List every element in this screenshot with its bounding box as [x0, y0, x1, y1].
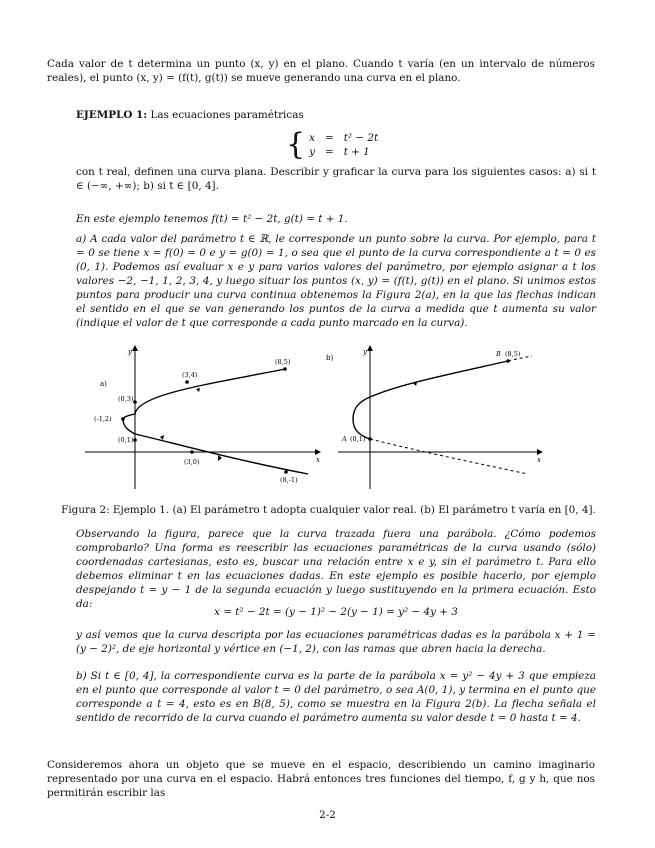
- panel-b-point-a: [368, 437, 372, 441]
- system-row1-rhs: t² − 2t: [343, 132, 379, 144]
- closing-paragraph: Consideremos ahora un objeto que se mueve en el espacio, describiendo un camino imaginario representado por una curva en el espacio. Habrá entonces tres funciones del tiempo, f, g y h, que nos permitirán escribir las: [47, 759, 595, 799]
- derived-equation: x = t² − 2t = (y − 1)² − 2(y − 1) = y² − 4y + 3: [214, 606, 458, 618]
- panel-a-point-label: (8,-1): [280, 476, 298, 484]
- panel-a-point: [284, 470, 288, 474]
- panel-b-label: b): [326, 354, 334, 362]
- observation-paragraph: Observando la figura, parece que la curva trazada fuera una parábola. ¿Cómo podemos comprobarlo? Una forma es reescribir las ecuaciones paramétricas de la curva usando (sólo) coordenadas cartesianas, esto es, buscar una relación entre x e y, sin el parámetro t. Para ello debemos eliminar t en las ecuaciones dadas. En este ejemplo es posible hacerlo, por ejemplo despejando t = y − 1 de la segunda ecuación y luego sustituyendo en la primera ecuación. Esto da:: [76, 528, 596, 610]
- system-row2-eq: =: [324, 146, 334, 158]
- figure-panel-a: [85, 348, 320, 489]
- figure-caption: Figura 2: Ejemplo 1. (a) El parámetro t adopta cualquier valor real. (b) El parámetro t varía en [0, 4].: [61, 504, 596, 516]
- panel-a-curve: [123, 369, 308, 474]
- panel-b-point-a-label: A: [342, 435, 347, 443]
- intro-paragraph: Cada valor de t determina un punto (x, y) en el plano. Cuando t varía (en un intervalo de números reales), el punto (x, y) = (f(t), g(t)) se mueve generando una curva en el plano.: [47, 58, 595, 84]
- panel-a-point: [283, 367, 287, 371]
- panel-a-point: [190, 450, 194, 454]
- panel-a-point: [121, 417, 125, 421]
- figure-2: [80, 344, 560, 494]
- page-number: 2-2: [319, 809, 336, 821]
- brace-glyph: {: [286, 127, 306, 162]
- panel-a-point-label: (0,1): [118, 436, 134, 444]
- system-row1-lhs: x: [309, 132, 315, 144]
- panel-b-point-a-coords: (0,1): [350, 435, 366, 443]
- panel-b-point-b-coords: (8,5): [505, 350, 521, 358]
- functions-line: En este ejemplo tenemos f(t) = t² − 2t, g(t) = t + 1.: [76, 213, 348, 225]
- panel-b-curve: [353, 361, 508, 439]
- panel-a-point-label: (0,3): [118, 395, 134, 403]
- part-b-paragraph: b) Si t ∈ [0, 4], la correspondiente curva es la parte de la parábola x = y² − 4y + 3 que empieza en el punto que corresponde al valor t = 0 del parámetro, o sea A(0, 1), y termina en el punto que corresponde a t = 4, esto es en B(8, 5), como se muestra en la Figura 2(b). La flecha señala el sentido de recorrido de la curva cuando el parámetro aumenta su valor desde t = 0 hasta t = 4.: [76, 670, 596, 724]
- figure-panel-b: [326, 348, 541, 489]
- system-row2-lhs: y: [309, 146, 315, 158]
- example-heading-text: Las ecuaciones paramétricas: [150, 109, 304, 121]
- panel-a-point-label: (3,4): [182, 371, 198, 379]
- panel-a-point-label: (-1,2): [94, 415, 112, 423]
- parametric-system: [286, 127, 404, 162]
- panel-a-y-label: y: [128, 348, 132, 356]
- panel-a-arrow-lower: [218, 455, 222, 461]
- panel-a-point: [133, 438, 137, 442]
- example-heading: [76, 108, 596, 122]
- panel-a-point-label: (8,5): [275, 358, 291, 366]
- conclusion-paragraph: y así vemos que la curva descripta por las ecuaciones paramétricas dadas es la parábola x + 1 = (y − 2)², de eje horizontal y vértice en (−1, 2), con las ramas que abren hacia la derecha.: [76, 629, 596, 655]
- panel-b-x-label: x: [537, 456, 541, 464]
- panel-b-point-b: [506, 359, 510, 363]
- system-row2-rhs: t + 1: [343, 146, 370, 158]
- panel-a-x-label: x: [316, 456, 320, 464]
- example-heading-label: EJEMPLO 1:: [76, 109, 148, 121]
- panel-b-point-b-label: B: [496, 350, 501, 358]
- panel-a-point-label: (3,0): [184, 458, 200, 466]
- panel-a-arrow-upper: [196, 388, 200, 392]
- panel-b-y-label: y: [363, 348, 367, 356]
- panel-a-point: [133, 400, 137, 404]
- panel-a-arrow-middle: [160, 435, 164, 440]
- panel-a-label: a): [100, 380, 107, 388]
- panel-a-point: [185, 380, 189, 384]
- system-row1-eq: =: [324, 132, 334, 144]
- panel-b-curve-extension: [370, 439, 528, 474]
- part-a-paragraph: a) A cada valor del parámetro t ∈ ℝ, le corresponde un punto sobre la curva. Por ejemplo, para t = 0 se tiene x = f(0) = 0 e y = g(0) = 1, o sea que el punto de la curva correspondiente a t = 0 es (0, 1). Podemos así evaluar x e y para varios valores del parámetro, por ejemplo asignar a t los valores −2, −1, 1, 2, 3, 4, y luego situar los puntos (x, y) = (f(t), g(t)) en el plano. Si unimos estos puntos para producir una curva continua obtenemos la Figura 2(a), en la que las flechas indican el sentido en el que se van generando los puntos de la curva a medida que t aumenta su valor (indique el valor de t que corresponde a cada punto marcado en la curva).: [76, 233, 596, 329]
- example-statement: con t real, definen una curva plana. Describir y graficar la curva para los siguientes casos: a) si t ∈ (−∞, +∞); b) si t ∈ [0, 4].: [76, 166, 596, 192]
